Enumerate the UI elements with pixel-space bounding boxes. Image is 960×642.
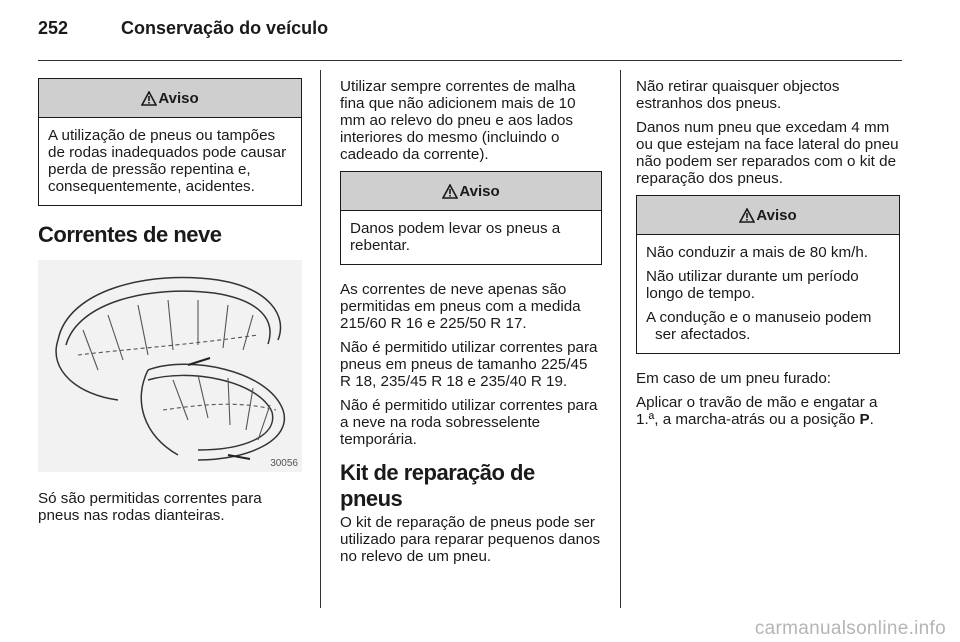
column-divider [620,70,621,608]
column-1 [38,78,302,531]
section-heading-snow-chains: Correntes de neve [38,222,222,247]
warning-text: Não conduzir a mais de 80 km/h. [646,244,869,261]
warning-triangle-icon [141,91,157,106]
warning-header [341,172,601,211]
column-2 [340,78,602,572]
figure-code: 30056 [270,458,298,469]
warning-text: A utilização de pneus ou tampões de rodas inadequados pode causar perda de pressão repentina e, consequentemente, acidentes. [48,127,287,195]
body-paragraph: Utilizar sempre correntes de malha fina que não adicionem mais de 10 mm ao relevo do pneu e aos lados interiores do mesmo (incluindo o cadeado da corrente). [340,78,576,163]
gear-position-p: P [859,411,870,428]
warning-text: Danos podem levar os pneus a rebentar. [350,220,561,254]
warning-text: Não utilizar durante um período longo de tempo. [646,268,859,302]
warning-box [636,195,900,354]
body-paragraph: Danos num pneu que excedam 4 mm ou que estejam na face lateral do pneu não podem ser reparados com o kit de reparação dos pneus. [636,119,899,187]
warning-box [38,78,302,206]
warning-triangle-icon [739,208,755,223]
page-header [38,18,328,39]
page-number: 252 [38,18,69,38]
paragraph-end: . [869,411,874,428]
warning-text: A condução e o manuseio podem ser afectados. [646,309,872,343]
warning-label: Aviso [158,89,199,107]
body-paragraph: As correntes de neve apenas são permitidas em pneus com a medida 215/60 R 16 e 225/50 R 17. [340,281,581,332]
page-title: Conservação do veículo [121,18,329,38]
body-paragraph: O kit de reparação de pneus pode ser utilizado para reparar pequenos danos no relevo de um pneu. [340,514,601,565]
column-divider [320,70,321,608]
watermark: carmanualsonline.info [754,618,946,639]
body-paragraph [636,394,900,428]
warning-triangle-icon [442,184,458,199]
warning-header [637,196,899,235]
column-3 [636,78,900,435]
snow-chains-illustration [38,260,302,472]
body-paragraph: Em caso de um pneu furado: [636,370,832,387]
paragraph-text: Aplicar o travão de mão e engatar a 1.ª, a marcha-atrás ou a posição [636,394,878,428]
warning-label: Aviso [756,206,797,224]
section-heading-tyre-repair-kit: Kit de reparação de pneus [340,460,535,511]
warning-label: Aviso [459,182,500,200]
body-paragraph: Não retirar quaisquer objectos estranhos dos pneus. [636,78,840,112]
warning-header [39,79,301,118]
warning-box [340,171,602,265]
body-paragraph: Não é permitido utilizar correntes para a neve na roda sobresselente temporária. [340,397,598,448]
body-paragraph: Não é permitido utilizar correntes para pneus em pneus de tamanho 225/45 R 18, 235/45 R 18 e 235/40 R 19. [340,339,598,390]
body-paragraph: Só são permitidas correntes para pneus nas rodas dianteiras. [38,490,262,524]
header-rule [38,60,902,61]
